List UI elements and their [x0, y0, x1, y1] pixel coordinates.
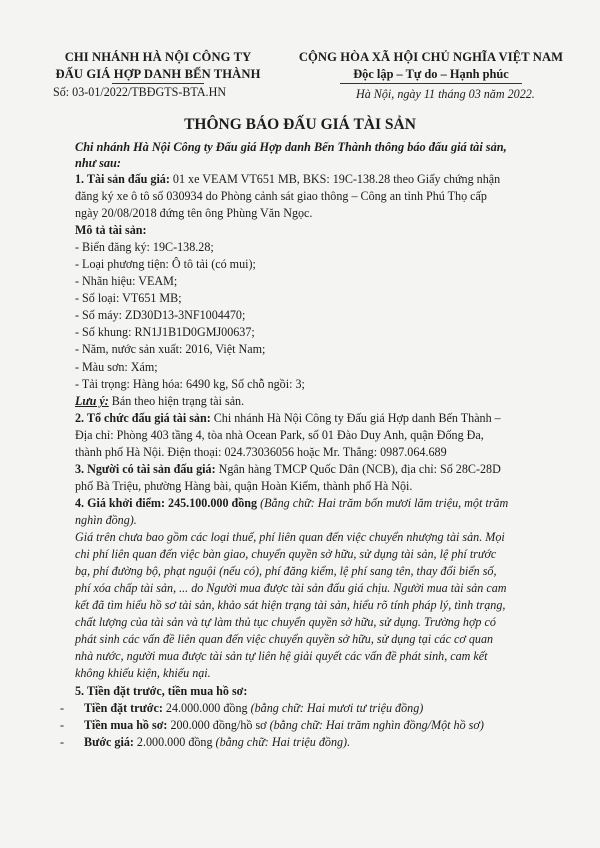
desc-item: - Tải trọng: Hàng hóa: 6490 kg, Số chỗ ngồi: 3;	[75, 377, 305, 391]
terms-line: kết đã tìm hiểu hồ sơ tài sản, khảo sát hiện trạng tài sản, hiểu rõ tính pháp lý, tình trạng,	[75, 598, 506, 612]
desc-item: - Biển đăng ký: 19C-138.28;	[75, 240, 214, 254]
desc-item: - Nhãn hiệu: VEAM;	[75, 274, 178, 288]
org-name-line1: CHI NHÁNH HÀ NỘI CÔNG TY	[64, 50, 252, 64]
fee-label: Bước giá:	[84, 735, 134, 749]
desc-item: - Màu sơn: Xám;	[75, 360, 158, 374]
desc-item: - Số máy: ZD30D13-3NF1004470;	[75, 308, 246, 322]
section1-line3: ngày 20/08/2018 đứng tên ông Phùng Văn Ngọc.	[75, 206, 313, 220]
note-text: Bán theo hiện trạng tài sản.	[108, 394, 245, 408]
desc-item: - Năm, nước sản xuất: 2016, Việt Nam;	[75, 342, 266, 356]
intro-line1: Chi nhánh Hà Nội Công ty Đấu giá Hợp danh Bến Thành thông báo đấu giá tài sản,	[75, 140, 507, 154]
fee-row-step	[60, 734, 350, 751]
fee-value: 24.000.000 đồng	[162, 701, 248, 715]
section3-label: 3. Người có tài sản đấu giá:	[75, 462, 216, 476]
desc-item: - Số khung: RN1J1B1D0GMJ00637;	[75, 325, 255, 339]
section1-line2: đăng ký xe ô tô số 030934 do Phòng cảnh sát giao thông – Công an tỉnh Phú Thọ cấp	[75, 189, 487, 203]
terms-line: không khiếu kiện, khiếu nại.	[75, 666, 211, 680]
motto-underline	[340, 83, 522, 84]
intro-line2: như sau:	[75, 156, 121, 170]
fee-value: 200.000 đồng/hồ sơ	[167, 718, 267, 732]
fee-words: (bằng chữ: Hai mươi tư triệu đồng)	[247, 701, 424, 715]
fee-words: (bằng chữ: Hai triệu đồng).	[212, 735, 351, 749]
section2-line3: thành phố Hà Nội. Điện thoại: 024.73036056 hoặc Mr. Thắng: 0987.064.689	[75, 445, 447, 459]
desc-item: - Số loại: VT651 MB;	[75, 291, 182, 305]
fee-words: (bằng chữ: Hai trăm nghìn đồng/Một hồ sơ)	[266, 718, 484, 732]
fee-dash: -	[60, 735, 65, 749]
section2-line1	[75, 410, 501, 427]
desc-item: - Loại phương tiện: Ô tô tải (có mui);	[75, 257, 256, 271]
fee-value: 2.000.000 đồng	[133, 735, 213, 749]
section1-line1	[75, 171, 500, 188]
section3-text: Ngân hàng TMCP Quốc Dân (NCB), địa chỉ: Số 28C-28D	[215, 462, 501, 476]
starting-price: 4. Giá khởi điểm: 245.100.000 đồng	[75, 496, 258, 510]
description-heading: Mô tả tài sản:	[75, 223, 147, 237]
section3-line1	[75, 461, 501, 478]
terms-line: nhà nước, người mua được tài sản tự liên hệ giải quyết các vấn đề phát sinh, cam kết	[75, 649, 488, 663]
terms-line: phát sinh các vấn đề liên quan đến việc chuyển quyền sở hữu, sử dụng tại các cơ quan	[75, 632, 494, 646]
note-label: Lưu ý:	[75, 394, 109, 408]
section1-label: 1. Tài sản đấu giá:	[75, 172, 170, 186]
section5-heading: 5. Tiền đặt trước, tiền mua hồ sơ:	[75, 684, 248, 698]
fee-row-dossier	[60, 717, 484, 734]
org-name-line2: ĐẤU GIÁ HỢP DANH BẾN THÀNH	[55, 67, 261, 81]
document-number: Số: 03-01/2022/TBĐGTS-BTA.HN	[53, 85, 227, 99]
terms-line: Giá trên chưa bao gồm các loại thuế, phí liên quan đến việc chuyển nhượng tài sản. Mọi	[75, 530, 505, 544]
fee-dash: -	[60, 718, 65, 732]
nation-motto: Độc lập – Tự do – Hạnh phúc	[353, 67, 509, 81]
section4-line2: nghìn đồng).	[75, 513, 137, 527]
document-title: THÔNG BÁO ĐẤU GIÁ TÀI SẢN	[184, 116, 416, 133]
fee-dash: -	[60, 701, 65, 715]
starting-price-words: (Bằng chữ: Hai trăm bốn mươi lăm triệu, một trăm	[257, 496, 509, 510]
terms-line: bạ, phí đường bộ, phạt nguội (nếu có), phí đăng kiểm, lệ phí sang tên, thay đổi biển số,	[75, 564, 497, 578]
fee-label: Tiền mua hồ sơ:	[84, 718, 168, 732]
section1-text: 01 xe VEAM VT651 MB, BKS: 19C-138.28 theo Giấy chứng nhận	[169, 172, 501, 186]
nation-title: CỘNG HÒA XÃ HỘI CHỦ NGHĨA VIỆT NAM	[298, 50, 564, 64]
note-line	[75, 393, 244, 410]
date-place: Hà Nội, ngày 11 tháng 03 năm 2022.	[356, 87, 535, 101]
terms-line: phí xóa chấp tài sản, ... do Người mua được tài sản đấu giá chịu. Người mua tài sản cam	[75, 581, 507, 595]
fee-row-deposit	[60, 700, 423, 717]
section2-label: 2. Tổ chức đấu giá tài sản:	[75, 411, 211, 425]
terms-line: chi phí liên quan đến việc bàn giao, chuyển quyền sở hữu, sử dụng tài sản, lệ phí trước	[75, 547, 497, 561]
section2-line2: Địa chỉ: Phòng 403 tầng 4, tòa nhà Ocean Park, số 01 Đào Duy Anh, quận Đống Đa,	[75, 428, 484, 442]
fee-label: Tiền đặt trước:	[84, 701, 163, 715]
section2-text: Chi nhánh Hà Nội Công ty Đấu giá Hợp danh Bến Thành –	[210, 411, 501, 425]
section3-line2: phố Bà Triệu, phường Hàng bài, quận Hoàn Kiếm, thành phố Hà Nội.	[75, 479, 413, 493]
section4-line1	[75, 495, 508, 512]
terms-line: chất lượng của tài sản và tự làm thủ tục chuyển quyền sở hữu, sử dụng. Trường hợp có	[75, 615, 496, 629]
